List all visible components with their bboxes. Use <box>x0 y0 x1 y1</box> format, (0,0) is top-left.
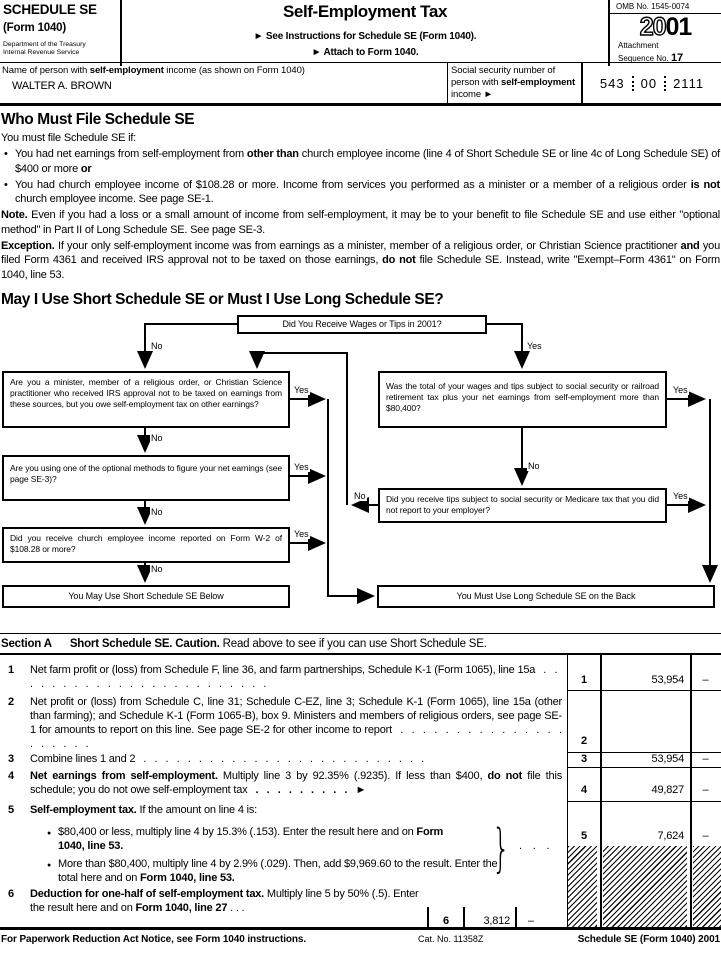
flow-label-yes: Yes <box>527 340 542 351</box>
line-4-amount-field[interactable]: 49,827 <box>651 783 684 796</box>
grid-line <box>568 801 721 802</box>
attachment-sequence <box>610 41 721 66</box>
name-field[interactable]: WALTER A. BROWN <box>12 80 112 92</box>
flowchart-heading: May I Use Short Schedule SE or Must I Use Long Schedule SE? <box>1 290 444 308</box>
amount-column-grid <box>567 655 721 927</box>
line-6-number: 6 <box>8 887 14 900</box>
line-1-text: Net farm profit or (loss) from Schedule F, line 36, and farm partnerships, Schedule K-1 (Form 1065), line 15a . . . . . . . . . . . . . . . . . . . . . . . . <box>30 663 558 690</box>
grid-line <box>568 690 721 691</box>
flow-label-no: No <box>151 432 163 443</box>
see-instructions-note: ► See Instructions for Schedule SE (Form 1040). <box>253 31 477 42</box>
form-header-center <box>122 0 608 66</box>
bullet-icon: • <box>4 148 8 161</box>
ssn-field[interactable] <box>583 63 721 103</box>
line-3-text: Combine lines 1 and 2 . . . . . . . . . . . . . . . . . . . . . . . . . . <box>30 752 425 765</box>
flowchart-box-long-result: You Must Use Long Schedule SE on the Back <box>377 585 715 608</box>
line-6-box-number: 6 <box>427 907 463 927</box>
line-5-bullet-1-text: $80,400 or less, multiply line 4 by 15.3% (.153). Enter the result here and on Form 1040, line 53. <box>58 825 444 852</box>
form-title: Self-Employment Tax <box>282 2 447 21</box>
ssn-label: Social security number of person with self-employment income ► <box>447 63 583 103</box>
line-5-text: Self-employment tax. If the amount on line 4 is: <box>30 803 258 816</box>
flowchart-box-church-income: Did you receive church employee income reported on Form W-2 of $108.28 or more? <box>2 527 290 563</box>
flowchart-box-start: Did You Receive Wages or Tips in 2001? <box>237 315 487 334</box>
who-must-file-bullet-2 <box>1 178 720 207</box>
ssn-separator <box>632 76 634 91</box>
attach-note: ► Attach to Form 1040. <box>311 47 419 58</box>
line-1-amount-field[interactable]: 53,954 <box>651 673 684 686</box>
line-1-cents-field[interactable]: – <box>702 673 709 686</box>
line-4-cents-field[interactable]: – <box>702 783 709 796</box>
ssn-group[interactable]: 00 <box>640 75 658 91</box>
flowchart <box>0 313 721 627</box>
bullet-icon: ● <box>47 829 52 837</box>
form-number: (Form 1040) <box>3 22 66 34</box>
name-ssn-row <box>0 63 721 106</box>
line-2-box-number: 2 <box>581 734 587 747</box>
sequence-number: 17 <box>670 52 684 65</box>
dot-leader: . . . <box>519 839 550 852</box>
flow-label-no: No <box>151 506 163 517</box>
grid-line <box>690 846 692 927</box>
hatched-area <box>568 846 721 927</box>
line-6-text: Deduction for one-half of self-employment tax. Multiply line 5 by 50% (.5). Enter the result here and on Form 1040, line 27 . . . <box>30 887 419 914</box>
flow-label-no: No <box>528 460 540 471</box>
line-4-box-number: 4 <box>581 783 587 796</box>
flow-label-yes: Yes <box>294 461 309 472</box>
bullet-1-text: You had net earnings from self-employment from other than church employee income (line 4 of Short Schedule SE or line 4c of Long Schedule SE) of $400 or more or <box>15 148 721 175</box>
section-a-header <box>1 638 721 650</box>
dot-leader: . . . . . . . . . . . . . . . . . . . . . <box>30 723 563 750</box>
flow-label-no: No <box>151 563 163 574</box>
bullet-icon: ● <box>47 861 52 869</box>
line-3-number: 3 <box>8 752 14 765</box>
flowchart-box-short-result: You May Use Short Schedule SE Below <box>2 585 290 608</box>
grid-line <box>568 767 721 768</box>
name-cell <box>0 63 447 103</box>
flow-label-yes: Yes <box>673 384 688 395</box>
line-4-number: 4 <box>8 769 14 782</box>
short-schedule-table <box>0 655 721 930</box>
brace-glyph: } <box>492 818 511 879</box>
schedule-name: SCHEDULE SE <box>3 2 97 17</box>
flowchart-box-optional-methods: Are you using one of the optional methods to figure your net earnings (see page SE-3)? <box>2 455 290 501</box>
line-1-box-number: 1 <box>581 673 587 686</box>
line-5-bullet-1 <box>44 825 448 853</box>
who-must-file-bullet-1 <box>1 147 720 176</box>
line-4-text: Net earnings from self-employment. Multiply line 3 by 92.35% (.9235). If less than $400, do not file this schedule; you do not owe self-employment tax . . . . . . . . . ► <box>30 769 563 796</box>
catalog-number: Cat. No. 11358Z <box>418 933 484 944</box>
form-header-right <box>608 0 721 66</box>
line-1-number: 1 <box>8 663 14 676</box>
section-a-label: Section A <box>1 637 52 650</box>
flowchart-box-wages: Was the total of your wages and tips subject to social security or railroad retirement tax plus your net earnings from self-employment more than $80,400? <box>378 371 667 428</box>
line-5-box-number: 5 <box>581 829 587 842</box>
line-2-number: 2 <box>8 695 14 708</box>
section-a-title: Short Schedule SE. Caution. <box>69 637 220 650</box>
sequence-label: Sequence No. <box>618 54 669 64</box>
line-3-cents-field[interactable]: – <box>702 752 709 765</box>
line-3-box-number: 3 <box>581 752 587 765</box>
line-5-number: 5 <box>8 803 14 816</box>
line-5-bullet-2-text: More than $80,400, multiply line 4 by 2.9% (.029). Then, add $9,969.60 to the result. Enter the total here and on Form 1040, line 53. <box>58 857 498 884</box>
line-3-amount-field[interactable]: 53,954 <box>651 752 684 765</box>
ssn-area[interactable]: 543 <box>599 75 625 91</box>
ssn-separator <box>664 76 666 91</box>
line-5-bullet-2 <box>44 857 500 885</box>
tax-year <box>610 15 721 40</box>
line-5-amount-field[interactable]: 7,624 <box>657 829 684 842</box>
exception-paragraph: Exception. If your only self-employment income was from earnings as a minister, member of a religious order, or Christian Science practitioner and you filed Form 4361 and received IRS approval not to be taxed on those earnings, do not file Schedule SE. Instead, write "Exempt–Form 4361" on Form 1040, line 53. <box>1 240 721 281</box>
form-footer <box>0 930 721 945</box>
flowchart-box-tips: Did you receive tips subject to social security or Medicare tax that you did not report to your employer? <box>378 488 667 523</box>
grid-line <box>600 846 602 927</box>
who-must-file-intro: You must file Schedule SE if: <box>1 132 137 144</box>
flow-label-no: No <box>151 340 163 351</box>
line-6-amount-field[interactable]: 3,812 <box>463 907 515 927</box>
tax-year-prefix: 20 <box>639 13 666 41</box>
bullet-icon: • <box>4 178 8 191</box>
flowchart-box-minister: Are you a minister, member of a religious order, or Christian Science practitioner who received IRS approval not to be taxed on earnings from these sources, but you owe self-employment tax on other earnings? <box>2 371 290 428</box>
bullet-2-text: You had church employee income of $108.28 or more. Income from services you performed as a minister or a member of a religious order is not church employee income. See page SE-1. <box>15 178 720 206</box>
dot-leader: . . . . . . . . . ► <box>247 783 367 796</box>
form-footer-id: Schedule SE (Form 1040) 2001 <box>577 933 720 945</box>
dot-leader: . . . . . . . . . . . . . . . . . . . . . . . . <box>30 663 558 690</box>
note-paragraph: Note. Even if you had a loss or a small amount of income from self-employment, it may be to your benefit to file Schedule SE and use either "optional method" in Part II of Long Schedule SE. See page SE-3. <box>1 209 720 236</box>
tax-year-suffix: 01 <box>665 13 692 41</box>
line-2-text: Net profit or (loss) from Schedule C, line 31; Schedule C-EZ, line 3; Schedule K-1 (Form 1065), line 15a (other than farming); and Schedule K-1 (Form 1065-B), box 9. Ministers and members of religious orders, see page SE-1 for amounts to report on this line. See page SE-2 for other income to report . . . . . . . . . . . . . . . . . . . . . <box>30 695 563 750</box>
flow-label-yes: Yes <box>673 490 688 501</box>
omb-number: OMB No. 1545-0074 <box>610 0 721 14</box>
dot-leader: . . . . . . . . . . . . . . . . . . . . . . . . . . <box>135 752 425 765</box>
flow-label-no: No <box>354 490 366 501</box>
line-5-cents-field[interactable]: – <box>702 829 709 842</box>
ssn-serial[interactable]: 2111 <box>673 75 705 91</box>
section-a-caption: Read above to see if you can use Short Schedule SE. <box>219 637 487 650</box>
section-a-top-rule <box>0 633 721 634</box>
who-must-file-heading: Who Must File Schedule SE <box>1 111 195 128</box>
paperwork-notice: For Paperwork Reduction Act Notice, see Form 1040 instructions. <box>1 933 307 945</box>
form-header <box>0 0 721 63</box>
flow-label-yes: Yes <box>294 384 309 395</box>
line-6-entry <box>427 905 545 927</box>
agency-line1: Department of the Treasury <box>3 41 86 48</box>
flow-label-yes: Yes <box>294 528 309 539</box>
line-6-cents-field[interactable]: – <box>515 907 545 927</box>
agency-name <box>3 41 117 58</box>
form-header-left <box>0 0 122 66</box>
name-label: Name of person with self-employment income (as shown on Form 1040) <box>2 65 305 76</box>
agency-line2: Internal Revenue Service <box>3 49 80 57</box>
attachment-label: Attachment <box>618 41 659 50</box>
